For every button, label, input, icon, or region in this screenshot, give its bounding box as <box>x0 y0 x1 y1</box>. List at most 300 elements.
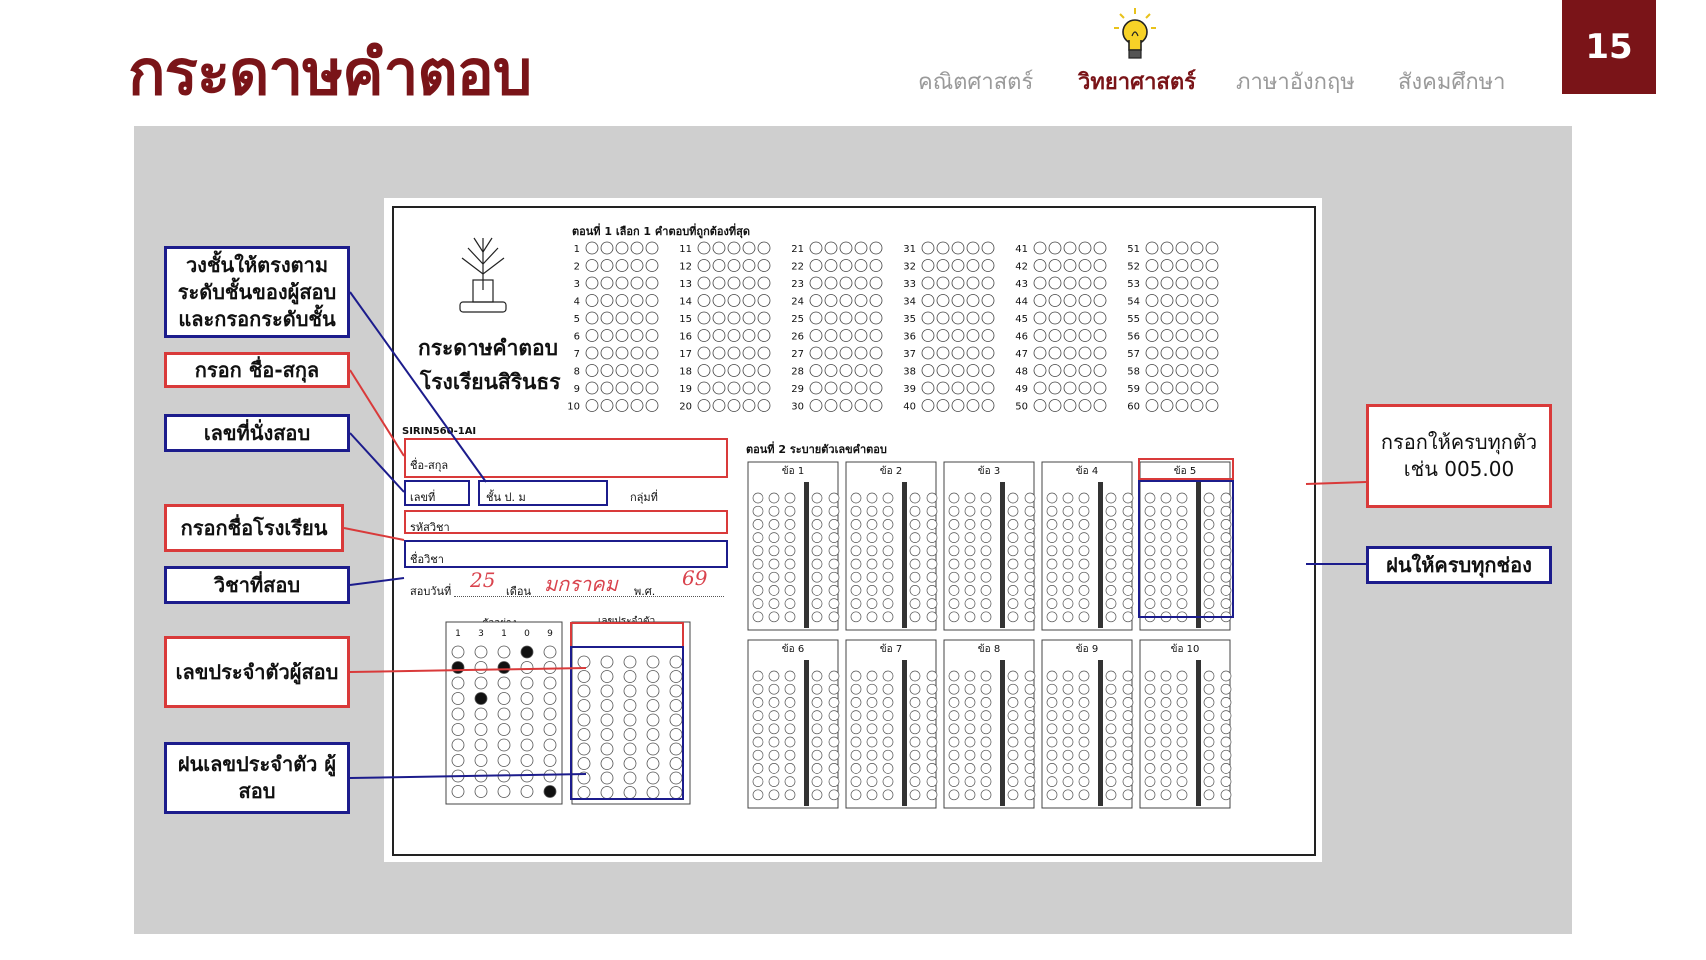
example-bubble <box>544 755 556 767</box>
digit-bubble <box>1221 750 1231 760</box>
digit-bubble <box>965 737 975 747</box>
answer-bubble <box>1206 365 1218 377</box>
answer-bubble <box>1146 295 1158 307</box>
answer-bubble <box>922 277 934 289</box>
example-bubble <box>544 677 556 689</box>
digit-bubble <box>1106 697 1116 707</box>
digit-bubble <box>1025 697 1035 707</box>
digit-bubble <box>883 777 893 787</box>
answer-bubble <box>743 330 755 342</box>
question-number: 50 <box>1015 401 1028 413</box>
digit-bubble <box>949 585 959 595</box>
digit-bubble <box>981 724 991 734</box>
digit-bubble <box>1161 697 1171 707</box>
digit-bubble <box>949 777 959 787</box>
digit-bubble <box>883 697 893 707</box>
example-bubble <box>452 677 464 689</box>
answer-bubble <box>646 242 658 254</box>
numeric-question-label: ข้อ 1 <box>781 466 805 477</box>
answer-bubble <box>967 242 979 254</box>
answer-bubble <box>713 330 725 342</box>
answer-bubble <box>825 347 837 359</box>
digit-bubble <box>1106 599 1116 609</box>
digit-bubble <box>1008 750 1018 760</box>
digit-bubble <box>1025 684 1035 694</box>
answer-bubble <box>937 330 949 342</box>
example-digit: 1 <box>455 629 461 639</box>
digit-bubble <box>1047 724 1057 734</box>
digit-bubble <box>1079 750 1089 760</box>
example-bubble <box>452 755 464 767</box>
answer-bubble <box>1191 242 1203 254</box>
digit-bubble <box>785 711 795 721</box>
digit-bubble <box>1063 777 1073 787</box>
answer-bubble <box>937 260 949 272</box>
answer-bubble <box>1176 347 1188 359</box>
digit-bubble <box>769 612 779 622</box>
answer-bubble <box>586 242 598 254</box>
answer-bubble <box>952 242 964 254</box>
digit-bubble <box>1106 777 1116 787</box>
answer-bubble <box>1049 260 1061 272</box>
digit-bubble <box>1008 493 1018 503</box>
digit-bubble <box>785 790 795 800</box>
answer-bubble <box>1191 330 1203 342</box>
digit-bubble <box>1123 777 1133 787</box>
digit-bubble <box>867 750 877 760</box>
digit-bubble <box>1106 750 1116 760</box>
digit-bubble <box>1177 697 1187 707</box>
question-number: 14 <box>679 296 692 308</box>
question-number: 25 <box>791 314 804 325</box>
digit-bubble <box>812 671 822 681</box>
question-number: 27 <box>791 349 804 360</box>
question-number: 44 <box>1015 296 1028 308</box>
answer-bubble <box>1094 347 1106 359</box>
callout-seat: เลขที่นั่งสอบ <box>164 414 350 452</box>
date-month: มกราคม <box>544 572 618 596</box>
digit-bubble <box>829 763 839 773</box>
digit-bubble <box>785 697 795 707</box>
digit-bubble <box>812 585 822 595</box>
digit-bubble <box>1177 790 1187 800</box>
question-number: 59 <box>1127 384 1140 395</box>
answer-bubble <box>728 365 740 377</box>
example-bubble <box>452 724 464 736</box>
answer-bubble <box>1146 365 1158 377</box>
question-number: 53 <box>1127 279 1140 290</box>
answer-bubble <box>810 312 822 324</box>
digit-bubble <box>1063 737 1073 747</box>
question-number: 42 <box>1015 261 1028 273</box>
answer-bubble <box>1049 347 1061 359</box>
digit-bubble <box>785 671 795 681</box>
tab-english[interactable]: ภาษาอังกฤษ <box>1236 70 1355 95</box>
digit-bubble <box>927 671 937 681</box>
answer-bubble <box>601 260 613 272</box>
digit-bubble <box>812 737 822 747</box>
digit-bubble <box>1025 737 1035 747</box>
digit-bubble <box>1008 777 1018 787</box>
digit-bubble <box>927 763 937 773</box>
digit-bubble <box>753 612 763 622</box>
question-number: 39 <box>903 384 916 395</box>
digit-bubble <box>769 519 779 529</box>
answer-bubble <box>1094 382 1106 394</box>
digit-bubble <box>1221 737 1231 747</box>
digit-bubble <box>1047 697 1057 707</box>
digit-bubble <box>1008 533 1018 543</box>
digit-bubble <box>910 599 920 609</box>
answer-bubble <box>922 242 934 254</box>
answer-bubble <box>1146 277 1158 289</box>
sheet-title-line2: โรงเรียนสิรินธร <box>420 370 561 394</box>
digit-bubble <box>927 519 937 529</box>
answer-bubble <box>870 260 882 272</box>
answer-bubble <box>1064 382 1076 394</box>
digit-bubble <box>965 671 975 681</box>
example-bubble <box>498 755 510 767</box>
digit-bubble <box>829 697 839 707</box>
digit-bubble <box>883 737 893 747</box>
digit-bubble <box>812 750 822 760</box>
digit-bubble <box>1008 711 1018 721</box>
digit-bubble <box>851 599 861 609</box>
answer-bubble <box>1079 260 1091 272</box>
date-field-label: สอบวันที่ <box>410 585 452 598</box>
answer-bubble <box>743 260 755 272</box>
class-field-label: ชั้น ป. ม <box>486 491 526 504</box>
answer-bubble <box>952 365 964 377</box>
digit-bubble <box>785 684 795 694</box>
answer-bubble <box>1146 260 1158 272</box>
digit-bubble <box>753 585 763 595</box>
digit-bubble <box>883 750 893 760</box>
sheet-title-line1: กระดาษคำตอบ <box>418 336 558 360</box>
answer-bubble <box>646 295 658 307</box>
digit-bubble <box>1063 493 1073 503</box>
answer-bubble <box>631 277 643 289</box>
example-bubble <box>521 646 533 658</box>
digit-bubble <box>965 790 975 800</box>
answer-bubble <box>1034 242 1046 254</box>
digit-bubble <box>1177 684 1187 694</box>
digit-bubble <box>883 546 893 556</box>
digit-bubble <box>1008 724 1018 734</box>
digit-bubble <box>851 533 861 543</box>
numeric-question-label: ข้อ 9 <box>1075 644 1099 655</box>
answer-sheet <box>384 198 1322 862</box>
answer-bubble <box>840 365 852 377</box>
answer-bubble <box>1146 382 1158 394</box>
digit-bubble <box>1063 546 1073 556</box>
digit-bubble <box>910 777 920 787</box>
digit-bubble <box>769 737 779 747</box>
answer-bubble <box>1161 312 1173 324</box>
answer-bubble <box>810 277 822 289</box>
digit-bubble <box>1106 724 1116 734</box>
digit-bubble <box>867 737 877 747</box>
answer-bubble <box>631 242 643 254</box>
answer-bubble <box>728 295 740 307</box>
digit-bubble <box>949 697 959 707</box>
digit-bubble <box>1063 711 1073 721</box>
question-number: 36 <box>903 331 916 343</box>
answer-bubble <box>758 400 770 412</box>
answer-bubble <box>743 312 755 324</box>
answer-bubble <box>825 260 837 272</box>
example-bubble <box>544 739 556 751</box>
answer-bubble <box>855 277 867 289</box>
answer-bubble <box>601 347 613 359</box>
digit-bubble <box>1221 711 1231 721</box>
answer-bubble <box>728 347 740 359</box>
answer-bubble <box>967 347 979 359</box>
answer-bubble <box>586 365 598 377</box>
digit-bubble <box>769 763 779 773</box>
digit-bubble <box>851 711 861 721</box>
answer-bubble <box>937 295 949 307</box>
digit-bubble <box>867 790 877 800</box>
answer-bubble <box>922 347 934 359</box>
q5-digit-box <box>1138 458 1234 480</box>
digit-bubble <box>927 572 937 582</box>
answer-bubble <box>758 347 770 359</box>
answer-bubble <box>1146 242 1158 254</box>
digit-bubble <box>1161 711 1171 721</box>
q5-bubble-box <box>1138 480 1234 618</box>
answer-bubble <box>713 242 725 254</box>
answer-bubble <box>1034 260 1046 272</box>
digit-bubble <box>883 684 893 694</box>
answer-bubble <box>601 365 613 377</box>
answer-bubble <box>1161 382 1173 394</box>
digit-bubble <box>1221 763 1231 773</box>
digit-bubble <box>927 546 937 556</box>
digit-bubble <box>867 763 877 773</box>
tab-science[interactable]: วิทยาศาสตร์ <box>1078 70 1196 95</box>
digit-bubble <box>1079 599 1089 609</box>
example-bubble <box>498 770 510 782</box>
digit-bubble <box>851 493 861 503</box>
digit-bubble <box>949 684 959 694</box>
digit-bubble <box>1177 763 1187 773</box>
digit-bubble <box>965 599 975 609</box>
answer-bubble <box>646 277 658 289</box>
digit-bubble <box>949 671 959 681</box>
seat-field-label: เลขที่ <box>410 491 436 504</box>
digit-bubble <box>867 533 877 543</box>
digit-bubble <box>910 724 920 734</box>
digit-bubble <box>785 572 795 582</box>
digit-bubble <box>1079 697 1089 707</box>
digit-bubble <box>1025 599 1035 609</box>
answer-bubble <box>743 295 755 307</box>
tab-math[interactable]: คณิตศาสตร์ <box>918 70 1034 95</box>
digit-bubble <box>829 533 839 543</box>
example-bubble <box>521 755 533 767</box>
digit-bubble <box>1079 506 1089 516</box>
digit-bubble <box>949 572 959 582</box>
answer-bubble <box>967 277 979 289</box>
digit-bubble <box>1063 724 1073 734</box>
answer-bubble <box>967 260 979 272</box>
question-number: 3 <box>573 279 580 290</box>
digit-bubble <box>851 750 861 760</box>
answer-bubble <box>631 365 643 377</box>
digit-bubble <box>1145 750 1155 760</box>
id-number-box <box>570 622 684 648</box>
digit-bubble <box>829 750 839 760</box>
example-digit: 9 <box>547 629 553 639</box>
digit-bubble <box>927 585 937 595</box>
digit-bubble <box>812 763 822 773</box>
digit-bubble <box>981 750 991 760</box>
digit-bubble <box>981 599 991 609</box>
answer-bubble <box>586 382 598 394</box>
digit-bubble <box>910 671 920 681</box>
digit-bubble <box>1204 697 1214 707</box>
numeric-question-label: ข้อ 6 <box>781 644 805 655</box>
example-bubble <box>475 646 487 658</box>
example-bubble <box>521 693 533 705</box>
digit-bubble <box>1106 559 1116 569</box>
answer-bubble <box>1161 242 1173 254</box>
answer-bubble <box>1176 400 1188 412</box>
example-bubble <box>521 739 533 751</box>
digit-bubble <box>1008 763 1018 773</box>
digit-bubble <box>829 519 839 529</box>
callout-id: เลขประจำตัวผู้สอบ <box>164 636 350 708</box>
digit-bubble <box>812 777 822 787</box>
answer-bubble <box>1049 242 1061 254</box>
digit-bubble <box>1025 546 1035 556</box>
question-number: 28 <box>791 366 804 378</box>
answer-bubble <box>840 330 852 342</box>
answer-bubble <box>870 242 882 254</box>
digit-bubble <box>949 599 959 609</box>
digit-bubble <box>1008 519 1018 529</box>
digit-bubble <box>981 684 991 694</box>
answer-bubble <box>1049 400 1061 412</box>
question-number: 31 <box>903 244 916 255</box>
digit-bubble <box>867 585 877 595</box>
digit-bubble <box>1145 777 1155 787</box>
digit-bubble <box>1204 724 1214 734</box>
answer-bubble <box>1034 277 1046 289</box>
numeric-question-label: ข้อ 8 <box>977 644 1001 655</box>
answer-bubble <box>1049 295 1061 307</box>
digit-bubble <box>981 519 991 529</box>
answer-bubble <box>967 295 979 307</box>
digit-bubble <box>1025 671 1035 681</box>
answer-bubble <box>586 260 598 272</box>
digit-bubble <box>1145 711 1155 721</box>
digit-bubble <box>867 559 877 569</box>
digit-bubble <box>753 777 763 787</box>
digit-bubble <box>981 711 991 721</box>
digit-bubble <box>785 533 795 543</box>
answer-bubble <box>1191 312 1203 324</box>
answer-bubble <box>840 277 852 289</box>
answer-bubble <box>698 242 710 254</box>
digit-bubble <box>1025 533 1035 543</box>
digit-bubble <box>883 506 893 516</box>
question-number: 43 <box>1015 279 1028 290</box>
digit-bubble <box>981 697 991 707</box>
digit-bubble <box>851 763 861 773</box>
answer-bubble <box>840 312 852 324</box>
answer-bubble <box>1094 312 1106 324</box>
digit-bubble <box>1025 612 1035 622</box>
date-year: 69 <box>682 566 708 590</box>
answer-bubble <box>1079 365 1091 377</box>
digit-bubble <box>1221 684 1231 694</box>
answer-bubble <box>840 242 852 254</box>
digit-bubble <box>1123 546 1133 556</box>
example-bubble <box>452 770 464 782</box>
digit-bubble <box>851 546 861 556</box>
question-number: 13 <box>679 279 692 290</box>
answer-bubble <box>1191 400 1203 412</box>
example-bubble <box>498 724 510 736</box>
answer-bubble <box>743 347 755 359</box>
digit-bubble <box>829 777 839 787</box>
digit-bubble <box>927 737 937 747</box>
digit-bubble <box>1123 519 1133 529</box>
digit-bubble <box>769 777 779 787</box>
answer-bubble <box>1191 260 1203 272</box>
digit-bubble <box>1079 724 1089 734</box>
answer-bubble <box>855 347 867 359</box>
digit-bubble <box>981 506 991 516</box>
digit-bubble <box>1145 684 1155 694</box>
answer-bubble <box>586 312 598 324</box>
digit-bubble <box>949 559 959 569</box>
callout-fill-all: กรอกให้ครบทุกตัว เช่น 005.00 <box>1366 404 1552 508</box>
answer-bubble <box>1034 400 1046 412</box>
digit-bubble <box>1106 684 1116 694</box>
answer-bubble <box>1094 242 1106 254</box>
digit-bubble <box>1047 777 1057 787</box>
answer-bubble <box>698 400 710 412</box>
answer-bubble <box>1206 347 1218 359</box>
digit-bubble <box>1025 506 1035 516</box>
answer-bubble <box>1034 347 1046 359</box>
answer-bubble <box>586 295 598 307</box>
answer-bubble <box>631 400 643 412</box>
question-number: 55 <box>1127 314 1140 325</box>
digit-bubble <box>1123 697 1133 707</box>
example-bubble <box>544 662 556 674</box>
digit-bubble <box>785 506 795 516</box>
answer-bubble <box>840 382 852 394</box>
question-number: 15 <box>679 314 692 325</box>
answer-bubble <box>870 330 882 342</box>
digit-bubble <box>1025 711 1035 721</box>
digit-bubble <box>949 533 959 543</box>
digit-bubble <box>1025 559 1035 569</box>
digit-bubble <box>1047 790 1057 800</box>
digit-bubble <box>753 737 763 747</box>
example-bubble <box>475 739 487 751</box>
tab-social[interactable]: สังคมศึกษา <box>1398 70 1506 95</box>
digit-bubble <box>1106 546 1116 556</box>
answer-bubble <box>1176 295 1188 307</box>
example-bubble <box>452 693 464 705</box>
answer-bubble <box>646 400 658 412</box>
answer-bubble <box>1034 365 1046 377</box>
